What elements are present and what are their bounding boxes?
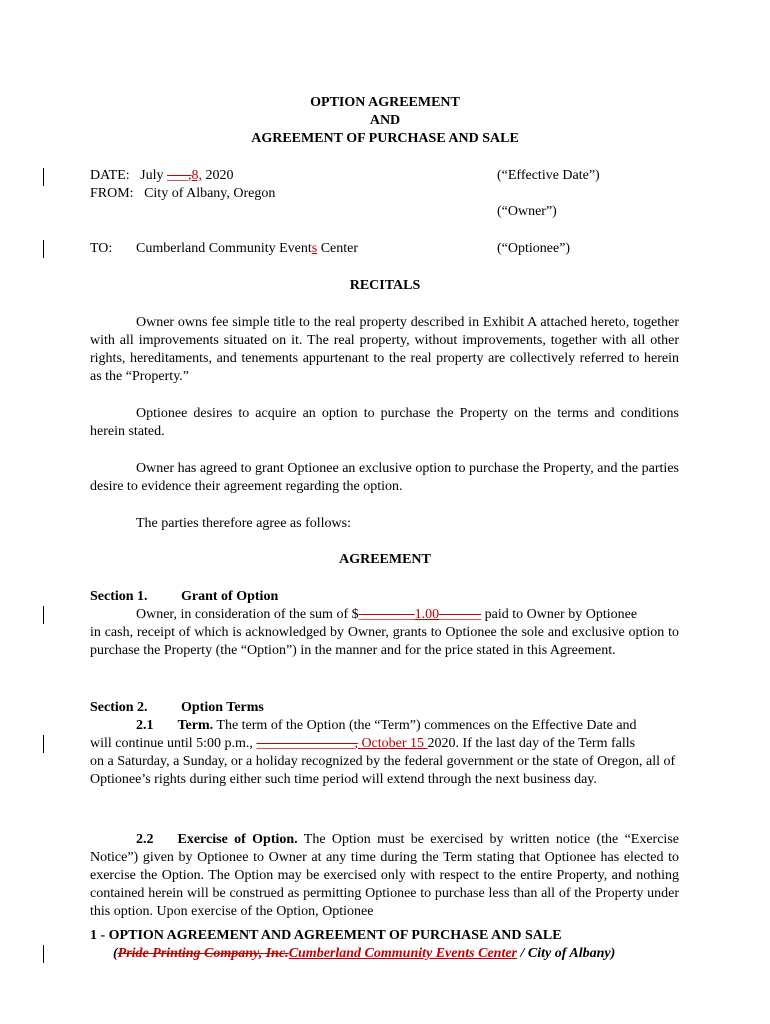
- date-deleted-text: ___,: [167, 168, 192, 183]
- subsection-2-2-number: 2.2: [136, 832, 154, 847]
- change-bar: [43, 168, 44, 186]
- change-bar: [43, 945, 44, 963]
- effective-date-label: (“Effective Date”): [497, 168, 600, 183]
- date-month: July: [140, 168, 164, 183]
- from-line: [90, 185, 275, 203]
- to-value-inserted: s: [311, 241, 318, 256]
- recital-paragraph-4: The parties therefore agree as follows:: [136, 516, 351, 531]
- subsection-2-1-number: 2.1: [136, 718, 154, 733]
- to-value-text: Cumberland Community Event: [136, 241, 312, 256]
- footer-deleted-party: Pride Printing Company, Inc.: [117, 946, 289, 961]
- subsection-2-1-inserted-date: October 15: [357, 736, 428, 751]
- section-1-body: in cash, receipt of which is acknowledged by Owner, grants to Optionee the sole and exclusive option to purchase the Property (the “Option”) in the manner and for the price stated in this Agreement.: [90, 625, 679, 658]
- date-label: DATE:: [90, 168, 130, 183]
- section-1-deleted-amount-2: ______: [439, 607, 482, 622]
- subsection-2-1-text: The term of the Option (the “Term”) commences on the Effective Date and: [213, 718, 637, 733]
- date-year: 2020: [205, 168, 234, 183]
- subsection-2-1-text-b: 2020. If the last day of the Term falls: [427, 736, 636, 751]
- recital-paragraph-3: Owner has agreed to grant Optionee an exclusive option to purchase the Property, and the parties desire to evidence their agreement regarding the option.: [90, 461, 679, 494]
- owner-label: (“Owner”): [497, 204, 557, 219]
- to-value-text-2: Center: [317, 241, 359, 256]
- footer-line-2: [113, 945, 615, 963]
- section-1-text: Owner, in consideration of the sum of $: [136, 607, 359, 622]
- section-1-deleted-amount: ________: [358, 607, 415, 622]
- subsection-2-1-title: Term.: [177, 718, 214, 733]
- to-value: [136, 240, 358, 258]
- subsection-2-2-body: [90, 831, 679, 921]
- to-label: TO:: [90, 241, 113, 256]
- footer-tail: / City of Albany): [517, 946, 616, 961]
- optionee-label: (“Optionee”): [497, 241, 571, 256]
- subsection-2-1-line-1: [136, 717, 637, 735]
- title-line-3: AGREEMENT OF PURCHASE AND SALE: [251, 131, 519, 146]
- subsection-2-1-deleted-date: ______________,: [256, 736, 358, 751]
- recital-paragraph-1: Owner owns fee simple title to the real property described in Exhibit A attached hereto, together with all improvements situated on it. The real property, without improvements, together with all other rights, hereditaments, and tenements appurtenant to the real property are collectively referred to herein as the “Property.”: [90, 315, 679, 384]
- section-2-title: Option Terms: [181, 700, 264, 715]
- footer-line-1: 1 - OPTION AGREEMENT AND AGREEMENT OF PURCHASE AND SALE: [90, 928, 562, 943]
- section-1-number: Section 1.: [90, 589, 148, 604]
- date-line: [90, 167, 234, 185]
- agreement-heading: AGREEMENT: [339, 552, 431, 567]
- section-1-title: Grant of Option: [181, 589, 279, 604]
- change-bar: [43, 240, 44, 258]
- recital-paragraph-2: Optionee desires to acquire an option to purchase the Property on the terms and conditions herein stated.: [90, 406, 679, 439]
- section-2-number: Section 2.: [90, 700, 148, 715]
- from-label: FROM:: [90, 186, 134, 201]
- title-line-2: AND: [369, 113, 401, 128]
- subsection-2-1-body: on a Saturday, a Sunday, or a holiday recognized by the federal government or the state of Oregon, all of Optionee’s rights during either such time period will extend through the next business day.: [90, 754, 676, 787]
- section-1-text-b: paid to Owner by Optionee: [481, 607, 638, 622]
- footer-inserted-party: Cumberland Community Events Center: [288, 946, 518, 961]
- subsection-2-2-title: Exercise of Option.: [177, 832, 298, 847]
- subsection-2-1-text-a: will continue until 5:00 p.m.,: [90, 736, 257, 751]
- section-1-inserted-amount: 1.00: [414, 607, 440, 622]
- date-inserted-text: 8,: [191, 168, 203, 183]
- change-bar: [43, 735, 44, 753]
- change-bar: [43, 606, 44, 624]
- recitals-heading: RECITALS: [349, 278, 421, 293]
- subsection-2-1-line-2: [90, 735, 635, 753]
- title-line-1: OPTION AGREEMENT: [310, 95, 460, 110]
- subsection-2-2-text: The Option must be exercised by written notice (the “Exercise Notice”) given by Optionee to Owner at any time during the Term stating that Optionee has elected to exercise the Option. The Option may be exercised only with respect to the entire Property, and nothing contained herein will be construed as permitting Optionee to purchase less than all of the Property under this option. Upon exercise of the Option, Optionee: [90, 832, 679, 919]
- section-1-first-line: [136, 606, 637, 624]
- footer-open-paren: (: [113, 946, 118, 961]
- from-value: City of Albany, Oregon: [144, 186, 276, 201]
